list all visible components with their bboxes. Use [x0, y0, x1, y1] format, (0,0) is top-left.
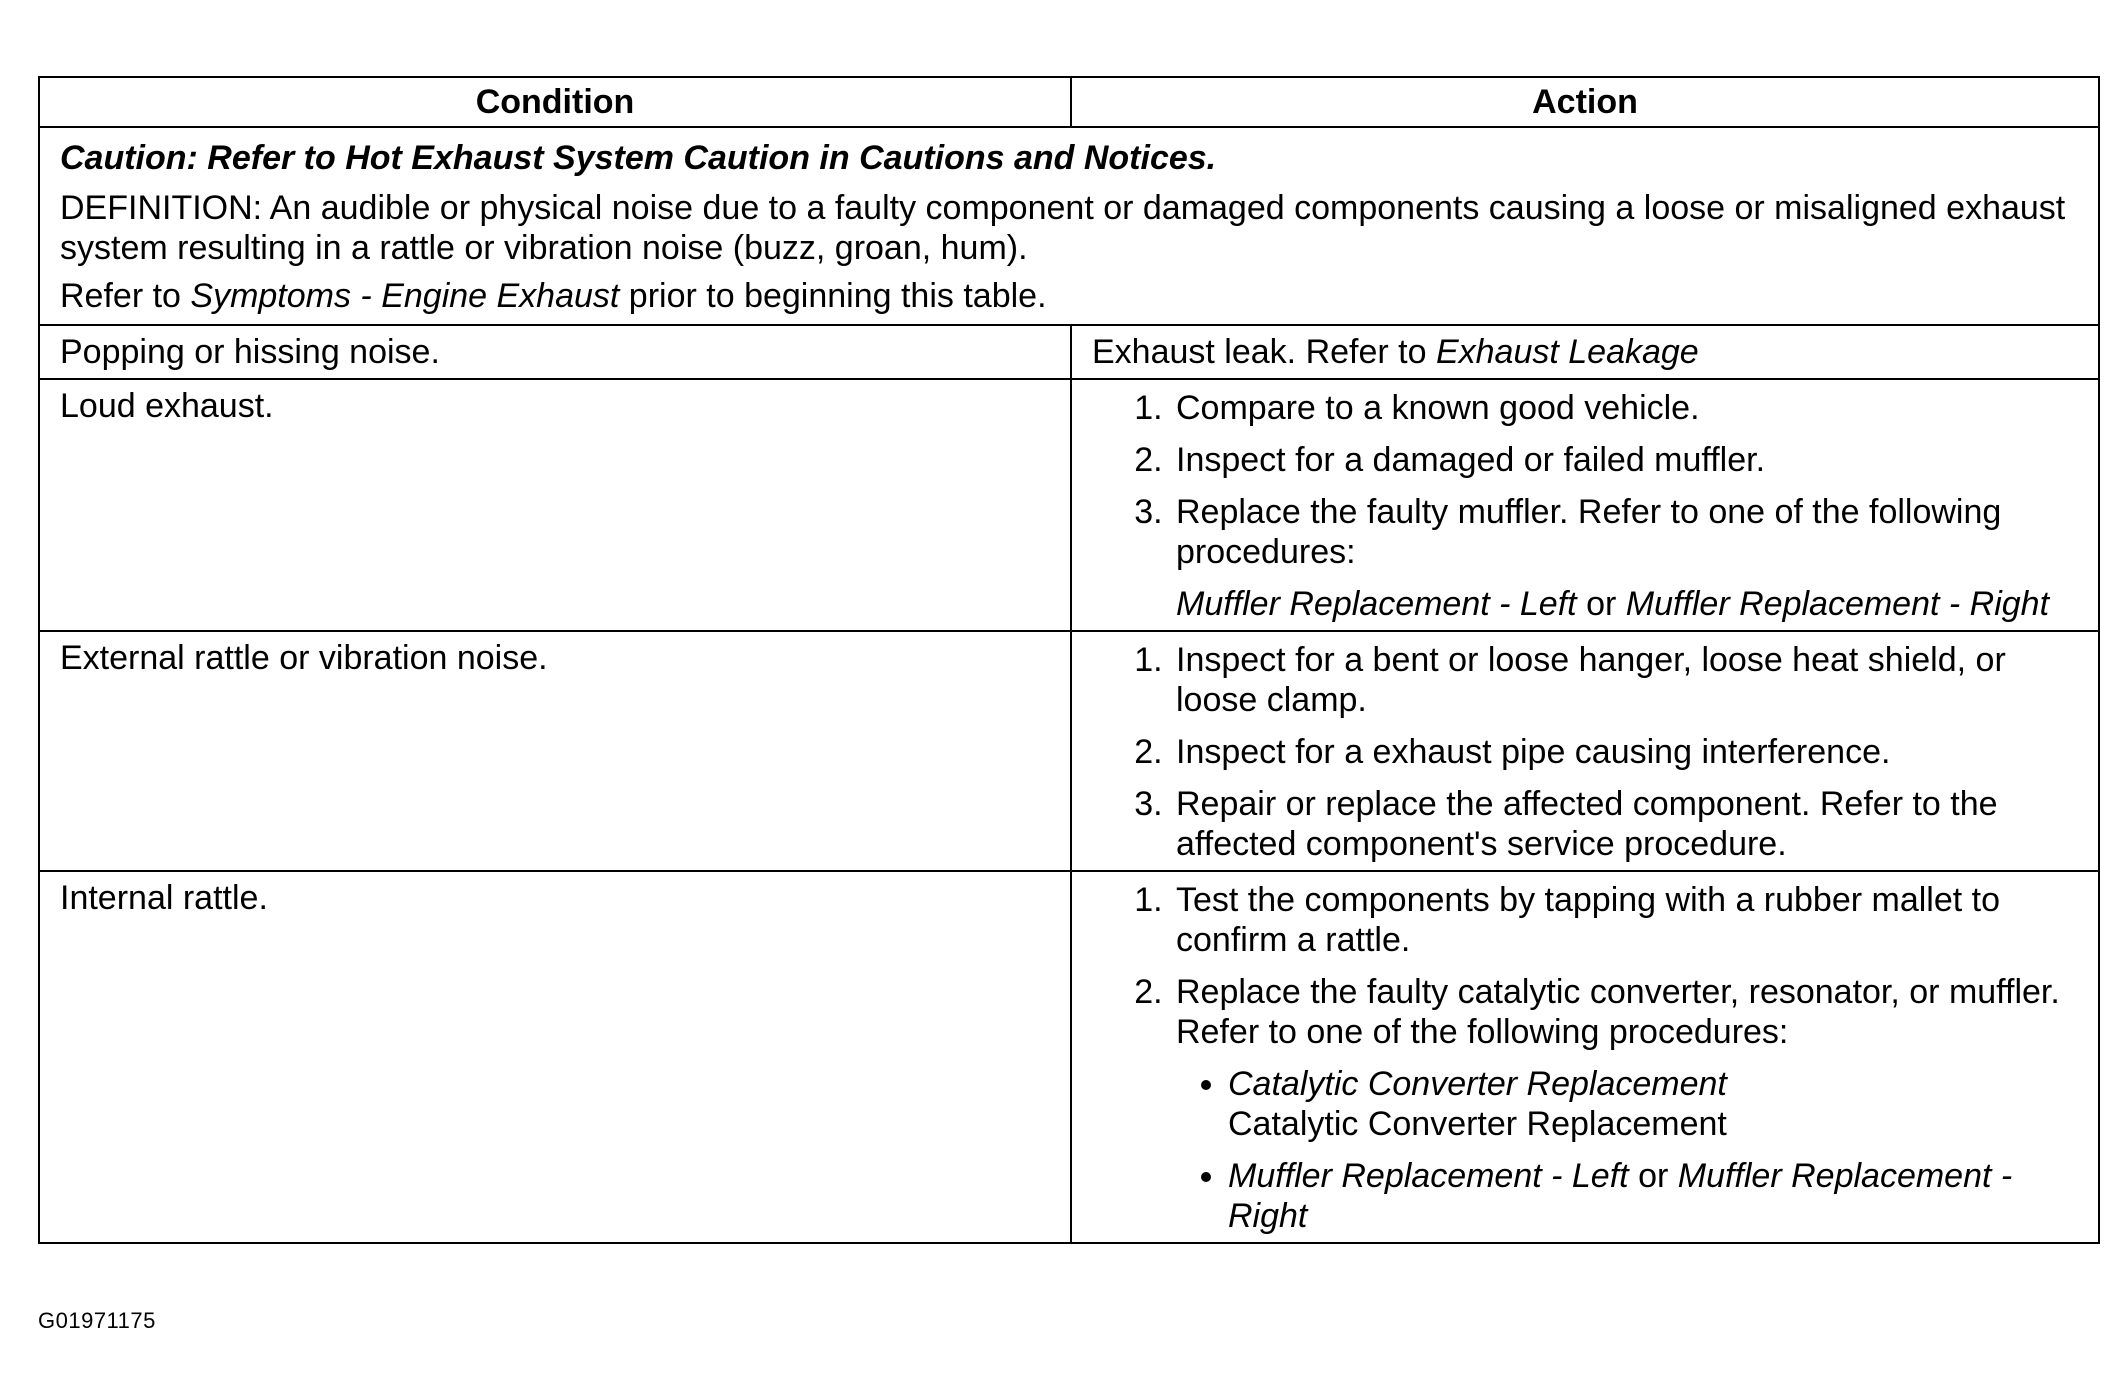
refer-suffix: prior to beginning this table.	[619, 277, 1047, 315]
condition-cell: Loud exhaust.	[39, 379, 1071, 631]
figure-id: G01971175	[38, 1308, 156, 1333]
or-text: or	[1576, 585, 1626, 623]
action-cell	[1071, 871, 2099, 1243]
catalytic-converter-text: Catalytic Converter Replacement	[1228, 1105, 1727, 1143]
diagnostic-table	[38, 76, 2100, 1244]
intro-cell	[39, 127, 2099, 325]
action-step: 1. Test the components by tapping with a rubber mallet to confirm a rattle.	[1172, 880, 2078, 960]
procedure-refs	[1176, 584, 2078, 624]
refer-line	[60, 276, 2078, 316]
muffler-right-link[interactable]: Muffler Replacement - Right	[1228, 1157, 2013, 1235]
muffler-left-link[interactable]: Muffler Replacement - Left	[1176, 585, 1577, 623]
or-text: or	[1628, 1157, 1678, 1195]
diagnostic-table-container	[38, 76, 2098, 1244]
action-cell	[1071, 379, 2099, 631]
action-text: Exhaust leak. Refer to	[1092, 333, 1436, 371]
intro-row	[39, 127, 2099, 325]
procedure-bullets	[1176, 1064, 2078, 1236]
action-step: 2. Inspect for a damaged or failed muffler.	[1172, 440, 2078, 480]
action-step	[1172, 492, 2078, 624]
action-step: 2. Inspect for a exhaust pipe causing interference.	[1172, 732, 2078, 772]
action-step: 1. Inspect for a bent or loose hanger, loose heat shield, or loose clamp.	[1172, 640, 2078, 720]
action-step-text: Replace the faulty catalytic converter, resonator, or muffler. Refer to one of the following procedures:	[1176, 973, 2060, 1051]
condition-cell: Internal rattle.	[39, 871, 1071, 1243]
action-header: Action	[1071, 77, 2099, 127]
definition-text: DEFINITION: An audible or physical noise due to a faulty component or damaged components causing a loose or misaligned exhaust system resulting in a rattle or vibration noise (buzz, groan, hum).	[60, 189, 2066, 267]
muffler-left-link[interactable]: Muffler Replacement - Left	[1228, 1157, 1629, 1195]
condition-cell: Popping or hissing noise.	[39, 325, 1071, 379]
action-step	[1172, 972, 2078, 1236]
exhaust-leakage-link[interactable]: Exhaust Leakage	[1435, 333, 1699, 371]
procedure-bullet	[1228, 1064, 2078, 1144]
table-row	[39, 631, 2099, 871]
action-steps	[1092, 880, 2078, 1236]
header-row	[39, 77, 2099, 127]
action-steps	[1092, 388, 2078, 624]
action-steps	[1092, 640, 2078, 864]
catalytic-converter-link[interactable]: • Catalytic Converter Replacement	[1228, 1065, 1727, 1103]
symptoms-link[interactable]: Symptoms - Engine Exhaust	[190, 277, 620, 315]
refer-prefix: Refer to	[60, 277, 191, 315]
action-step: 3. Repair or replace the affected component. Refer to the affected component's service procedure.	[1172, 784, 2078, 864]
caution-text: Caution: Refer to Hot Exhaust System Caution in Cautions and Notices.	[60, 139, 1217, 177]
table-row	[39, 871, 2099, 1243]
muffler-right-link[interactable]: Muffler Replacement - Right	[1625, 585, 2050, 623]
table-row	[39, 379, 2099, 631]
procedure-bullet	[1228, 1156, 2078, 1236]
table-row	[39, 325, 2099, 379]
condition-header: Condition	[39, 77, 1071, 127]
action-cell	[1071, 631, 2099, 871]
action-cell	[1071, 325, 2099, 379]
action-step-text: Replace the faulty muffler. Refer to one of the following procedures:	[1176, 493, 2002, 571]
action-step: 1. Compare to a known good vehicle.	[1172, 388, 2078, 428]
condition-cell: External rattle or vibration noise.	[39, 631, 1071, 871]
